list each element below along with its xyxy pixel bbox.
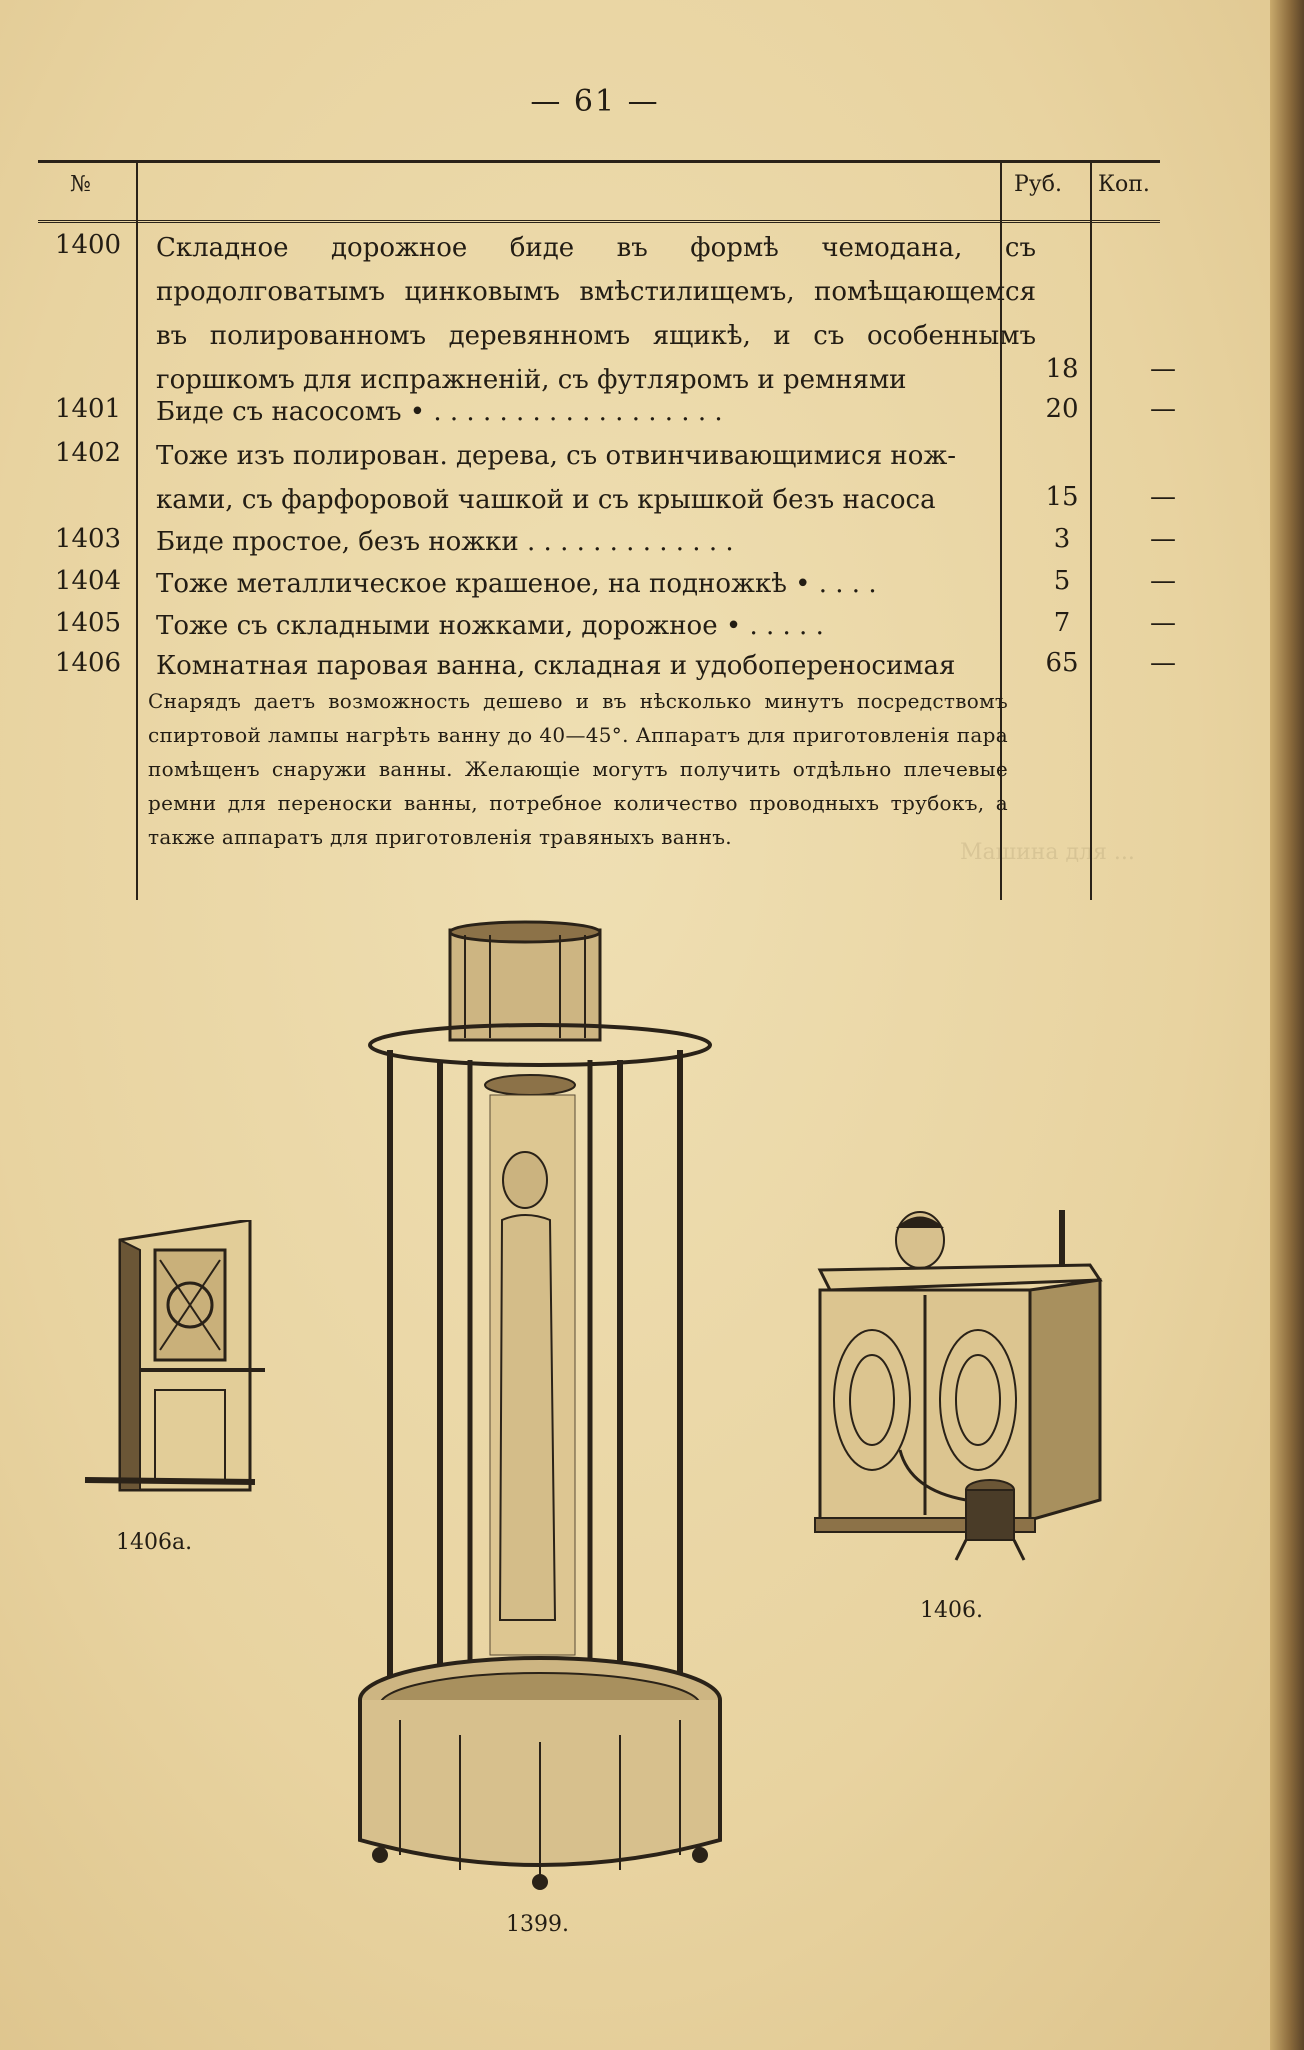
price-rubles: 18 bbox=[1045, 354, 1079, 384]
header-rubles: Руб. bbox=[1014, 172, 1062, 197]
bleed-through: Машина для ... bbox=[960, 840, 1135, 865]
item-number: 1402 bbox=[54, 438, 122, 468]
table-row bbox=[38, 390, 1176, 434]
price-kopecks: — bbox=[1150, 524, 1176, 554]
item-number: 1404 bbox=[54, 566, 122, 596]
figure-caption: 1399. bbox=[506, 1912, 569, 1937]
price-rubles: 20 bbox=[1045, 394, 1079, 424]
item-description: Тоже съ складными ножками, дорожное • . . . . . bbox=[156, 611, 824, 641]
price-rubles: 7 bbox=[1053, 608, 1071, 638]
figure-1399-illustration bbox=[340, 920, 780, 1900]
item-description: Биде съ насосомъ • . . . . . . . . . . . . . . . . . . bbox=[156, 397, 723, 427]
description-line: Тоже изъ полирован. дерева, съ отвинчивающимися нож- bbox=[156, 441, 957, 471]
item-description: Комнатная паровая ванна, складная и удобопереносимая bbox=[156, 651, 956, 681]
description-line: ками, съ фарфоровой чашкой и съ крышкой безъ насоса bbox=[156, 485, 936, 515]
header-number: № bbox=[70, 172, 91, 197]
item-description: Складное дорожное биде въ формѣ чемодана, съ продолговатымъ цинковымъ вмѣстилищемъ, помѣщающемся въ полированномъ деревянномъ ящикѣ, и съ особеннымъ горшкомъ для испражненій, съ футляромъ и ремнями bbox=[156, 233, 1036, 395]
price-kopecks: — bbox=[1150, 648, 1176, 678]
table-row bbox=[38, 520, 1176, 564]
price-rubles: 5 bbox=[1053, 566, 1071, 596]
item-number: 1406 bbox=[54, 648, 122, 678]
item-number: 1405 bbox=[54, 608, 122, 638]
figure-caption: 1406a. bbox=[116, 1530, 193, 1555]
price-kopecks: — bbox=[1150, 354, 1176, 384]
item-number: 1400 bbox=[54, 230, 122, 260]
page-number: — 61 — bbox=[530, 84, 660, 119]
figure-1406a-illustration bbox=[80, 1220, 270, 1510]
item-number: 1403 bbox=[54, 524, 122, 554]
header-kopecks: Коп. bbox=[1098, 172, 1150, 197]
table-top-rule bbox=[38, 160, 1160, 163]
table-row bbox=[38, 434, 1176, 522]
item-note: Снарядъ даетъ возможность дешево и въ нѣсколько минутъ посредствомъ спиртовой лампы нагрѣть ванну до 40—45°. Аппаратъ для приготовленія пара помѣщенъ снаружи ванны. Желающіе могутъ получить отдѣльно плечевые ремни для переноски ванны, потребное количество проводныхъ трубокъ, а также аппаратъ для приготовленія травяныхъ ваннъ. bbox=[148, 689, 1008, 849]
item-description bbox=[156, 434, 1036, 522]
figure-1406-illustration bbox=[790, 1200, 1110, 1580]
price-rubles: 65 bbox=[1045, 648, 1079, 678]
book-spine bbox=[1270, 0, 1304, 2050]
table-row bbox=[38, 604, 1176, 648]
price-kopecks: — bbox=[1150, 394, 1176, 424]
table-header-rule bbox=[38, 220, 1160, 223]
price-rubles: 15 bbox=[1045, 482, 1079, 512]
item-number: 1401 bbox=[54, 394, 122, 424]
price-rubles: 3 bbox=[1053, 524, 1071, 554]
item-description: Биде простое, безъ ножки . . . . . . . . . . . . . bbox=[156, 527, 734, 557]
price-kopecks: — bbox=[1150, 566, 1176, 596]
figure-caption: 1406. bbox=[920, 1598, 983, 1623]
price-kopecks: — bbox=[1150, 608, 1176, 638]
table-row bbox=[38, 226, 1176, 395]
table-row bbox=[38, 644, 1176, 688]
item-description: Тоже металлическое крашеное, на подножкѣ • . . . . bbox=[156, 569, 877, 599]
price-kopecks: — bbox=[1150, 482, 1176, 512]
table-row bbox=[38, 562, 1176, 606]
